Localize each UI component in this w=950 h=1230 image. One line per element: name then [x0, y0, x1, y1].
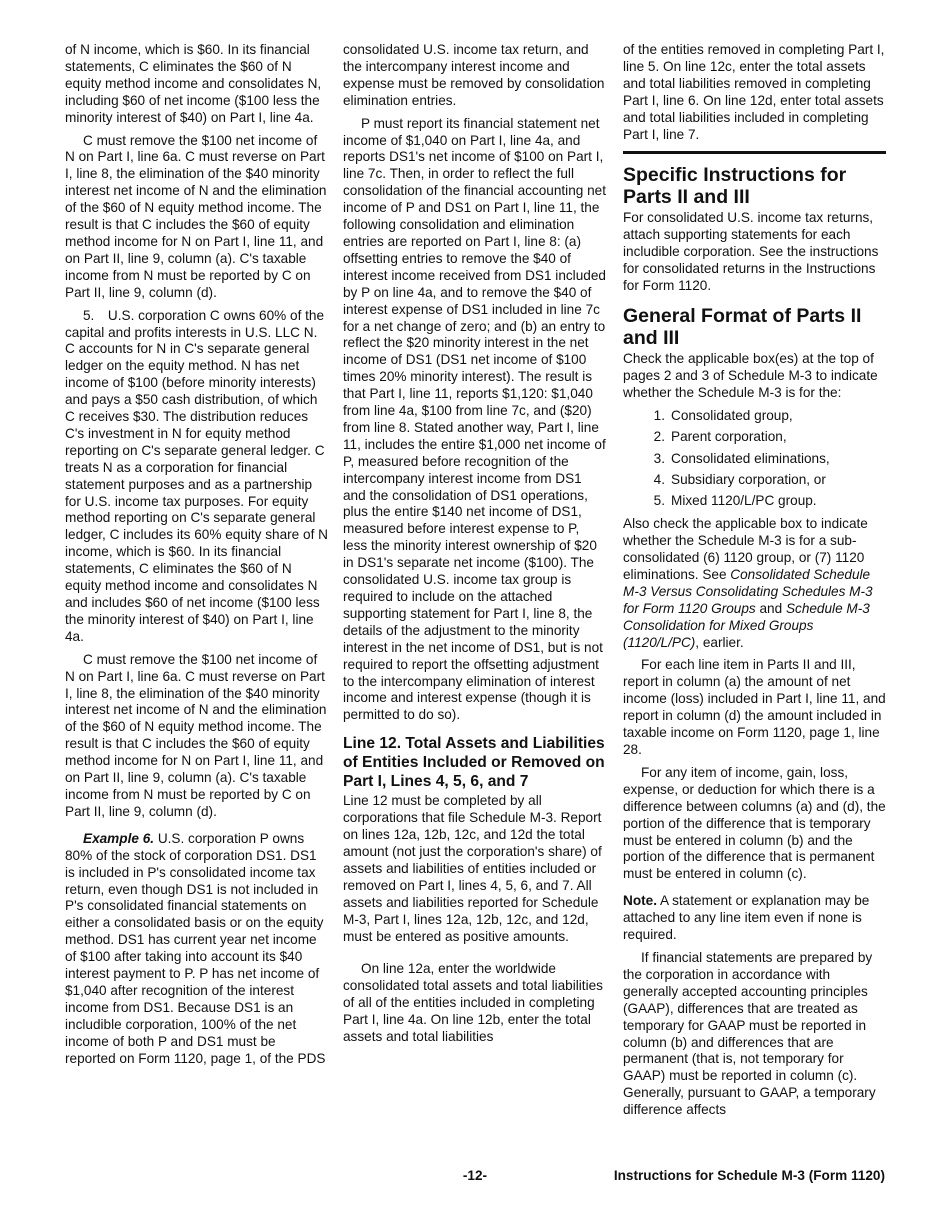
- list-text: Parent corporation,: [671, 429, 787, 445]
- list-text: Consolidated group,: [671, 407, 793, 423]
- paragraph: For consolidated U.S. income tax returns, attach supporting statements for each includible corporation. See the instructions for consolidated returns in the Instructions for Form 1120.: [623, 210, 879, 294]
- note-label: Note.: [623, 893, 657, 909]
- text: and: [755, 600, 786, 616]
- paragraph: of N income, which is $60. In its financial statements, C eliminates the $60 of N equity method income and consolidates N, including $60 of net income ($100 less the minority interest of $40) on Part I, line 4a.: [65, 42, 322, 125]
- list-text: Consolidated eliminations,: [671, 450, 830, 466]
- list-number: 2.: [653, 429, 665, 445]
- paragraph: Check the applicable box(es) at the top of pages 2 and 3 of Schedule M-3 to indicate whether the Schedule M-3 is for the:: [623, 350, 878, 400]
- list-number: 5.: [653, 493, 665, 509]
- list-item: [623, 451, 886, 468]
- text: , earlier.: [695, 634, 744, 650]
- list-number: 3.: [653, 450, 665, 466]
- line-12-heading: Line 12. Total Assets and Liabilities of Entities Included or Removed on Part I, Lines 4, 5, 6, and 7: [343, 735, 605, 791]
- paragraph: consolidated U.S. income tax return, and the intercompany interest income and expense must be removed by consolidation elimination entries.: [343, 42, 605, 108]
- column-1: [65, 42, 328, 1073]
- footer-title: Instructions for Schedule M-3 (Form 1120): [613, 1168, 885, 1183]
- paragraph: For each line item in Parts II and III, report in column (a) the amount of net income (loss) included in Part I, line 11, and report in column (d) the amount included in taxable income on Form 1120, page 1, line 28.: [623, 657, 886, 757]
- section-heading: Specific Instructions for Parts II and III: [623, 164, 847, 209]
- paragraph: For any item of income, gain, loss, expense, or deduction for which there is a difference between columns (a) and (d), the portion of the difference that is temporary must be entered in column (b) and the portion of the difference that is permanent must be entered in column (c).: [623, 764, 886, 882]
- paragraph: of the entities removed in completing Part I, line 5. On line 12c, enter the total assets and total liabilities removed in completing Part I, line 6. On line 12d, enter total assets and total liabilities included in completing Part I, line 7.: [623, 42, 885, 142]
- list-text: Mixed 1120/L/PC group.: [671, 493, 817, 509]
- note-text: A statement or explanation may be attached to any line item even if none is required.: [623, 893, 870, 943]
- list-text: Subsidiary corporation, or: [671, 471, 826, 487]
- list-item: [623, 408, 886, 425]
- list-item: [623, 472, 886, 489]
- format-list: [623, 408, 886, 511]
- spacer: [343, 951, 606, 961]
- paragraph: C must remove the $100 net income of N on Part I, line 6a. C must reverse on Part I, line 8, the elimination of the $40 minority interest net income of N and the elimination of the $60 of N equity method income. The result is that C includes the $60 of equity method income for N on Part I, line 11, and on Part II, line 9, column (a). C's taxable income from N must be reported by C on Part II, line 9, column (d).: [65, 651, 327, 819]
- paragraph: 5. U.S. corporation C owns 60% of the capital and profits interests in U.S. LLC N. C accounts for N in C's separate general ledger on the equity method. N has net income of $100 (before minority interests) and pays a $50 cash distribution, of which C receives $30. The distribution reduces C's investment in N for equity method reporting on C's separate general ledger. C treats N as a corporation for financial statement purposes and as a partnership for U.S. income tax purposes. For equity method reporting on C's separate general ledger, C includes its 60% equity share of N income, which is $60. In its financial statements, C eliminates the $60 of N equity method income and consolidates N and includes $60 of net income ($100 less the minority interest of $40) on Part I, line 4a.: [65, 307, 328, 644]
- example-text: U.S. corporation P owns 80% of the stock of corporation DS1. DS1 is included in P's consolidated income tax return, even though DS1 is not included in P's consolidated financial statements on either a consolidated basis or on the equity method. DS1 has current year net income of $100 after taking into account its $40 interest payment to P. P has net income of $1,040 after recognition of the interest income from DS1. Because DS1 is an includible corporation, 100% of the net income of both P and DS1 must be reported on Form 1120, page 1, of the PDS: [65, 830, 326, 1066]
- example-label: Example 6.: [83, 830, 155, 846]
- list-item: [623, 493, 886, 510]
- italic-reference: Schedule M-3 Consolidation for Mixed Groups (1120/L/PC): [623, 600, 870, 650]
- paragraph: If financial statements are prepared by the corporation in accordance with generally accepted accounting principles (GAAP), differences that are treated as temporary for GAAP must be reported in column (b) and differences that are permanent (that is, not temporary for GAAP) must be reported in column (c). Generally, pursuant to GAAP, a temporary difference affects: [623, 949, 876, 1118]
- italic-reference: Consolidated Schedule M-3 Versus Consolidating Schedules M-3 for Form 1120 Groups: [623, 566, 873, 616]
- paragraph: Line 12 must be completed by all corporations that file Schedule M-3. Report on lines 12a, 12b, 12c, and 12d the total amount (not just the corporation's share) of assets and liabilities of entities included or removed on Part I, lines 4, 5, 6, and 7. All assets and liabilities reported for Schedule M-3, Part I, lines 12a, 12b, 12c, and 12d, must be entered as positive amounts.: [343, 793, 602, 944]
- list-number: 1.: [653, 407, 665, 423]
- paragraph: P must report its financial statement net income of $1,040 on Part I, line 4a, and reports DS1's net income of $100 on Part I, line 7c. Then, in order to reflect the full consolidation of the financial accounting net income of P and DS1 on Part I, line 11, the following consolidation and elimination entries are reported on Part I, line 8: (a) offsetting entries to remove the $40 of interest income received from DS1 included by P on line 4a, and to remove the $40 of interest expense of DS1 included in line 7c for a net change of zero; and (b) an entry to reflect the $20 minority interest in the net income of DS1 (DS1 net income of $100 times 20% minority interest). The result is that Part I, line 11, reports $1,120: $1,040 from line 4a, $100 from line 7c, and ($20) from line 8. Stated another way, Part I, line 11, includes the entire $1,000 net income of P, measured before recognition of the intercompany interest income from DS1 and the consolidation of DS1 operations, plus the entire $140 net income of DS1, measured before interest expense to P, less the minority interest ownership of $20 in DS1's separate net income ($100). The consolidated U.S. income tax group is required to include on the attached supporting statement for Part I, line 8, the details of the adjustment to the minority interest in the net income of DS1, but is not required to report the offsetting adjustment to the intercompany elimination of interest income and interest expense (though it is permitted to do so).: [343, 115, 606, 723]
- note-paragraph: [623, 893, 886, 944]
- text: Also check the applicable box to indicate whether the Schedule M-3 is for a sub-consolidated (6) 1120 group, or (7) 1120 eliminations. See: [623, 516, 868, 582]
- example-paragraph: [65, 831, 328, 1068]
- list-number: 4.: [653, 471, 665, 487]
- paragraph: On line 12a, enter the worldwide consolidated total assets and total liabilities of all of the entities included in completing Part I, line 4a. On line 12b, enter the total assets and total liabilities: [343, 961, 603, 1045]
- list-item: [623, 429, 886, 446]
- column-3: [623, 42, 886, 1125]
- section-heading: General Format of Parts II and III: [623, 304, 862, 349]
- column-2: [343, 42, 606, 1052]
- paragraph: C must remove the $100 net income of N on Part I, line 6a. C must reverse on Part I, line 8, the elimination of the $40 minority interest net income of N and the elimination of the $60 of N equity method income. The result is that C includes the $60 of equity method income for N on Part I, line 11, and on Part II, line 9, column (a). C's taxable income from N must be reported by C on Part II, line 9, column (d).: [65, 132, 327, 300]
- page-number: -12-: [462, 1168, 488, 1183]
- paragraph: [623, 516, 886, 651]
- section-rule: [623, 151, 886, 154]
